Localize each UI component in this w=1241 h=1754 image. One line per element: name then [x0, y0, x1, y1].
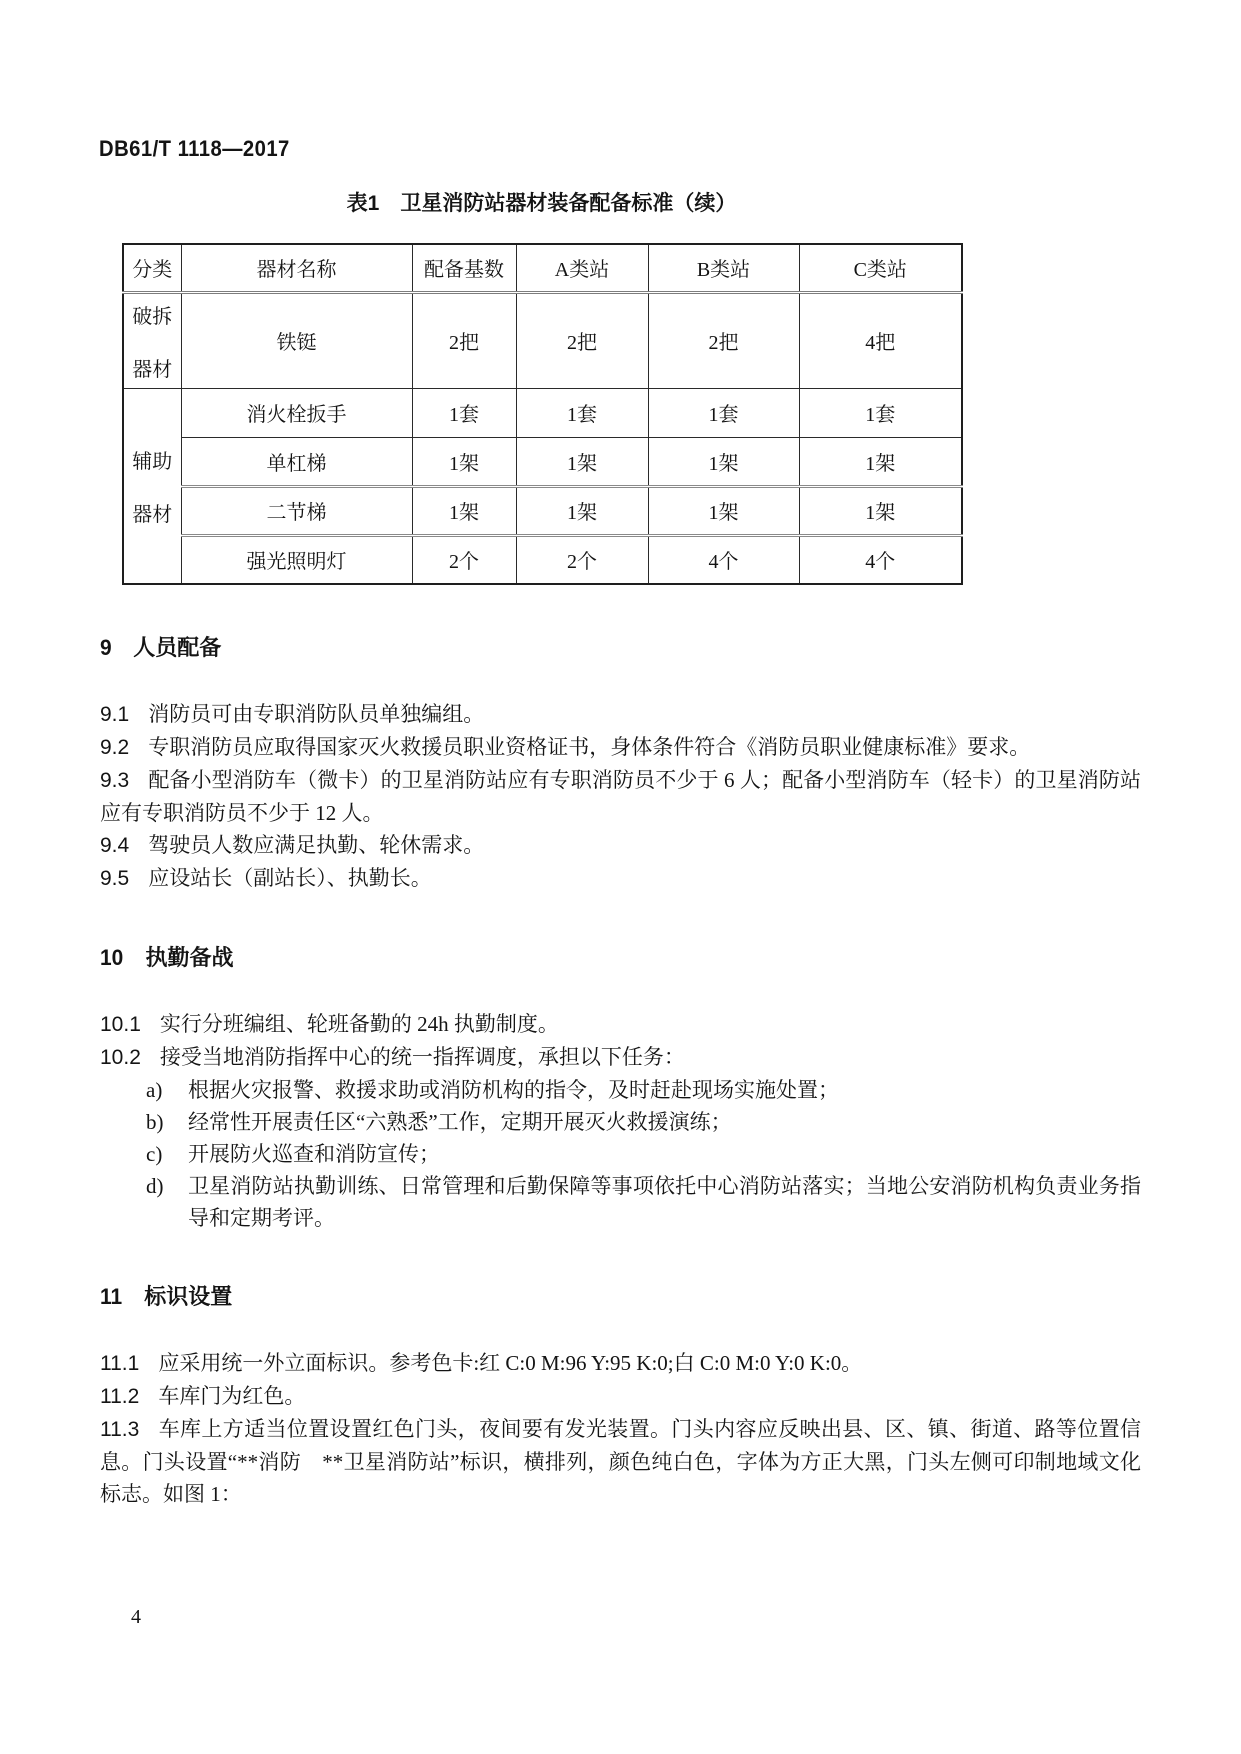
equipment-name-cell: 强光照明灯: [181, 535, 412, 584]
equipment-name-cell: 铁铤: [181, 292, 412, 388]
section-body: [100, 1347, 1141, 1510]
equipment-name-cell: 二节梯: [181, 486, 412, 535]
paragraph: [100, 862, 1141, 895]
paragraph-number: 11.2: [100, 1385, 140, 1408]
table-row: [123, 437, 962, 486]
category-line: 器材: [132, 358, 173, 381]
section-title: 人员配备: [133, 635, 222, 660]
station-c-cell: 1架: [799, 437, 962, 486]
paragraph-number: 9.3: [100, 769, 130, 792]
table-title: 表1 卫星消防站器材装备配备标准（续）: [346, 192, 737, 215]
equipment-table: [122, 243, 963, 585]
station-b-cell: 1套: [648, 388, 799, 437]
list-marker: c): [146, 1142, 163, 1166]
section-10: [100, 941, 1141, 1234]
category-stack: [124, 445, 181, 527]
station-a-cell: 1套: [516, 388, 648, 437]
col-header-station-b: B类站: [648, 244, 799, 292]
list-marker: a): [146, 1078, 163, 1102]
base-quantity-cell: 1架: [412, 486, 516, 535]
paragraph-number: 10.1: [100, 1013, 141, 1036]
station-b-cell: 1架: [648, 437, 799, 486]
station-b-cell: 4个: [648, 535, 799, 584]
paragraph-number: 9.5: [100, 867, 130, 890]
station-a-cell: 2把: [516, 292, 648, 388]
list-text: 经常性开展责任区“六熟悉”工作，定期开展灭火救援演练；: [188, 1110, 732, 1134]
section-body: [100, 1008, 1141, 1234]
station-a-cell: 1架: [516, 486, 648, 535]
paragraph-number: 11.1: [100, 1352, 140, 1375]
paragraph-number: 10.2: [100, 1046, 141, 1069]
section-9: [100, 631, 1141, 895]
base-quantity-cell: 1架: [412, 437, 516, 486]
category-line: 破拆: [132, 305, 173, 328]
table-header-row: [123, 244, 962, 292]
table-row: [123, 535, 962, 584]
paragraph-text: 车库门为红色。: [158, 1384, 306, 1408]
category-line: 器材: [132, 503, 173, 526]
page-number: 4: [131, 1606, 141, 1628]
base-quantity-cell: 2个: [412, 535, 516, 584]
paragraph: [100, 1413, 1141, 1510]
list-item: [100, 1074, 1141, 1106]
base-quantity-cell: 2把: [412, 292, 516, 388]
paragraph-text: 驾驶员人数应满足执勤、轮休需求。: [148, 833, 485, 857]
section-heading: [100, 631, 1141, 662]
col-header-category: 分类: [123, 244, 181, 292]
paragraph-text: 配备小型消防车（微卡）的卫星消防站应有专职消防员不少于 6 人；配备小型消防车（轻卡）的卫星消防站应有专职消防员不少于 12 人。: [100, 768, 1141, 825]
table-row: [123, 292, 962, 388]
page-content: [100, 183, 1141, 1510]
paragraph: [100, 829, 1141, 862]
list-text: 卫星消防站执勤训练、日常管理和后勤保障等事项依托中心消防站落实；当地公安消防机构负责业务指导和定期考评。: [188, 1174, 1141, 1230]
station-c-cell: 1架: [799, 486, 962, 535]
section-heading: [100, 941, 1141, 972]
col-header-base-quantity: 配备基数: [412, 244, 516, 292]
equipment-name-cell: 消火栓扳手: [181, 388, 412, 437]
list-text: 开展防火巡查和消防宣传；: [188, 1142, 440, 1166]
paragraph: [100, 1380, 1141, 1413]
station-c-cell: 4个: [799, 535, 962, 584]
list-item: [100, 1106, 1141, 1138]
paragraph-number: 9.1: [100, 703, 130, 726]
list-item: [100, 1138, 1141, 1170]
paragraph: [100, 1041, 1141, 1074]
category-line: 辅助: [132, 450, 173, 473]
col-header-station-a: A类站: [516, 244, 648, 292]
category-stack: [124, 300, 181, 382]
paragraph-text: 车库上方适当位置设置红色门头，夜间要有发光装置。门头内容应反映出县、区、镇、街道、路等位置信息。门头设置“**消防 **卫星消防站”标识，横排列，颜色纯白色，字体为方正大黑，门头左侧可印制地域文化标志。如图 1：: [100, 1417, 1141, 1506]
paragraph: [100, 731, 1141, 764]
equipment-name-cell: 单杠梯: [181, 437, 412, 486]
category-cell: [123, 292, 181, 388]
table-row: [123, 486, 962, 535]
section-number: 10: [100, 945, 124, 970]
section-body: [100, 698, 1141, 895]
station-a-cell: 2个: [516, 535, 648, 584]
list-text: 根据火灾报警、救援求助或消防机构的指令，及时赶赴现场实施处置；: [188, 1078, 839, 1102]
paragraph-text: 接受当地消防指挥中心的统一指挥调度，承担以下任务：: [159, 1045, 685, 1069]
station-a-cell: 1架: [516, 437, 648, 486]
doc-number: DB61/T 1118—2017: [99, 136, 290, 161]
paragraph-number: 11.3: [100, 1418, 140, 1441]
section-number: 11: [100, 1284, 123, 1309]
list-item: [100, 1170, 1141, 1234]
base-quantity-cell: 1套: [412, 388, 516, 437]
paragraph-text: 实行分班编组、轮班备勤的 24h 执勤制度。: [159, 1012, 559, 1036]
paragraph-number: 9.2: [100, 736, 130, 759]
station-c-cell: 4把: [799, 292, 962, 388]
paragraph-text: 消防员可由专职消防队员单独编组。: [148, 702, 485, 726]
paragraph: [100, 1008, 1141, 1041]
paragraph-text: 专职消防员应取得国家灭火救援员职业资格证书，身体条件符合《消防员职业健康标准》要求。: [148, 735, 1031, 759]
station-b-cell: 2把: [648, 292, 799, 388]
table-row: [123, 388, 962, 437]
category-cell: [123, 388, 181, 584]
station-c-cell: 1套: [799, 388, 962, 437]
paragraph-text: 应采用统一外立面标识。参考色卡:红 C:0 M:96 Y:95 K:0;白 C:0 M:0 Y:0 K:0。: [158, 1351, 863, 1375]
section-heading: [100, 1280, 1141, 1311]
list-marker: b): [146, 1110, 164, 1134]
section-number: 9: [100, 635, 112, 660]
station-b-cell: 1架: [648, 486, 799, 535]
paragraph-text: 应设站长（副站长）、执勤长。: [148, 866, 432, 890]
list-marker: d): [146, 1174, 164, 1198]
section-title: 标识设置: [144, 1284, 233, 1309]
paragraph: [100, 698, 1141, 731]
table-block: [122, 187, 961, 585]
col-header-station-c: C类站: [799, 244, 962, 292]
section-11: [100, 1280, 1141, 1510]
paragraph: [100, 1347, 1141, 1380]
paragraph-number: 9.4: [100, 834, 130, 857]
section-title: 执勤备战: [145, 945, 234, 970]
col-header-equipment-name: 器材名称: [181, 244, 412, 292]
paragraph: [100, 764, 1141, 829]
